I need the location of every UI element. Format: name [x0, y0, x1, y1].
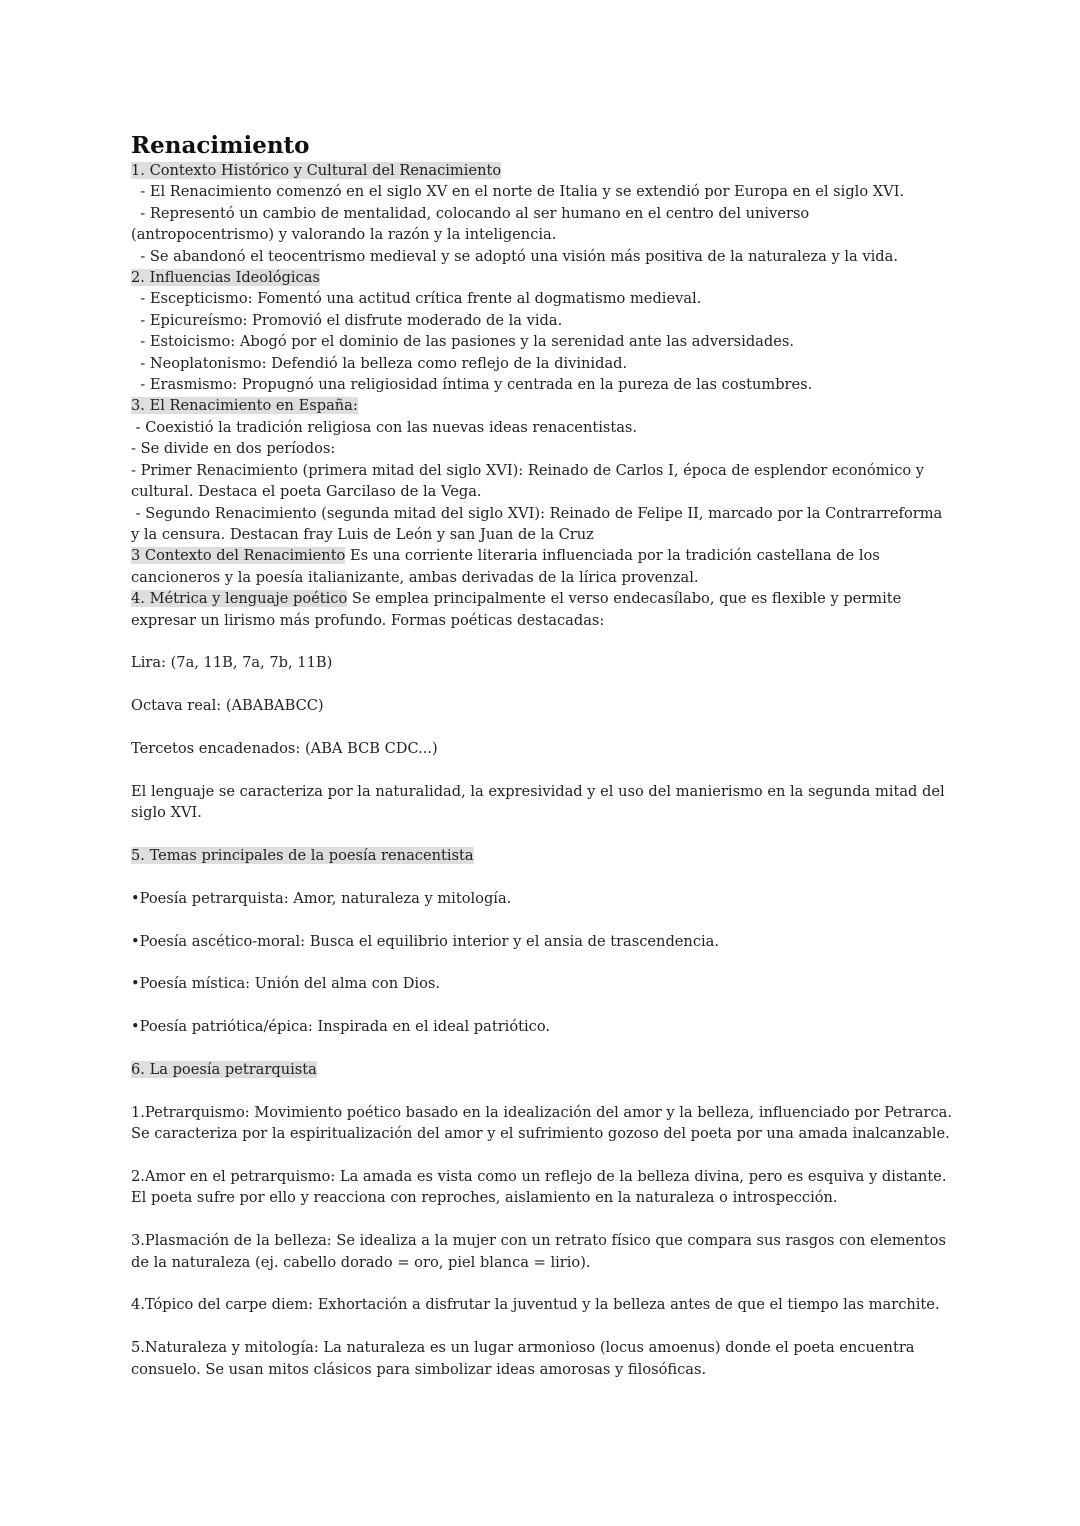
spacer	[131, 717, 953, 738]
spacer	[131, 1080, 953, 1101]
section-2-item: - Neoplatonismo: Defendió la belleza como reflejo de la divinidad.	[131, 354, 628, 372]
spacer	[131, 1145, 953, 1166]
section-5-heading-line	[131, 845, 953, 866]
section-3b-heading: 3 Contexto del Renacimiento	[131, 547, 346, 565]
section-4-text: Se emplea principalmente el verso endecasílabo, que es flexible y permite expresar un lirismo más profundo. Formas poéticas destacadas:	[131, 590, 906, 629]
spacer	[131, 631, 953, 652]
spacer	[131, 1273, 953, 1294]
section-2-item: - Erasmismo: Propugnó una religiosidad íntima y centrada en la pureza de las costumbres.	[131, 376, 813, 394]
spacer	[131, 759, 953, 780]
section-3-item: - Segundo Renacimiento (segunda mitad del siglo XVI): Reinado de Felipe II, marcado por la Contrarreforma y la censura. Destacan fray Luis de León y san Juan de la Cruz	[131, 504, 947, 543]
section-4-closing: El lenguaje se caracteriza por la naturalidad, la expresividad y el uso del manierismo en la segunda mitad del siglo XVI.	[131, 782, 950, 822]
petrarquismo-item: 5.Naturaleza y mitología: La naturaleza es un lugar armonioso (locus amoenus) donde el poeta encuentra consuelo. Se usan mitos clásicos para simbolizar ideas amorosas y filosóficas.	[131, 1339, 920, 1378]
poetic-form: Tercetos encadenados: (ABA BCB CDC...)	[131, 739, 438, 757]
section-2-item: - Estoicismo: Abogó por el dominio de las pasiones y la serenidad ante las adversidades.	[131, 333, 794, 351]
spacer	[131, 1316, 953, 1337]
section-3b-paragraph	[131, 545, 953, 588]
spacer	[131, 995, 953, 1016]
section-1-item: - Se abandonó el teocentrismo medieval y se adoptó una visión más positiva de la naturaleza y la vida.	[131, 247, 898, 265]
theme-item: •Poesía ascético-moral: Busca el equilibrio interior y el ansia de trascendencia.	[131, 932, 720, 950]
section-4-paragraph	[131, 588, 953, 631]
section-1-heading-line	[131, 160, 953, 181]
spacer	[131, 1038, 953, 1059]
theme-item: •Poesía patriótica/épica: Inspirada en el ideal patriótico.	[131, 1018, 550, 1036]
document-title: Renacimiento	[131, 132, 310, 159]
spacer	[131, 1209, 953, 1230]
document-page	[131, 132, 957, 1380]
spacer	[131, 866, 953, 887]
petrarquismo-item: 2.Amor en el petrarquismo: La amada es vista como un reflejo de la belleza divina, pero es esquiva y distante. El poeta sufre por ello y reacciona con reproches, aislamiento en la naturaleza o introspección.	[131, 1167, 952, 1207]
section-3b-text: Es una corriente literaria influenciada por la tradición castellana de los cancioneros y la poesía italianizante, ambas derivadas de la lírica provenzal.	[131, 547, 885, 586]
section-1-item: - Representó un cambio de mentalidad, colocando al ser humano en el centro del universo (antropocentrismo) y valorando la razón y la inteligencia.	[131, 204, 814, 244]
poetic-form: Lira: (7a, 11B, 7a, 7b, 11B)	[131, 654, 333, 672]
petrarquismo-item: 1.Petrarquismo: Movimiento poético basado en la idealización del amor y la belleza, influenciado por Petrarca. Se caracteriza por la espiritualización del amor y el sufrimiento gozoso del poeta por una amada inalcanzable.	[131, 1103, 957, 1143]
section-3-heading-line	[131, 395, 953, 416]
spacer	[131, 824, 953, 845]
theme-item: •Poesía mística: Unión del alma con Dios.	[131, 975, 441, 993]
section-2-item: - Escepticismo: Fomentó una actitud crítica frente al dogmatismo medieval.	[131, 290, 702, 308]
section-2-heading-line	[131, 267, 953, 288]
section-1-heading: 1. Contexto Histórico y Cultural del Renacimiento	[131, 162, 502, 179]
section-6-heading: 6. La poesía petrarquista	[131, 1060, 317, 1078]
spacer	[131, 952, 953, 973]
section-3-item: - Primer Renacimiento (primera mitad del siglo XVI): Reinado de Carlos I, época de esplendor económico y cultural. Destaca el poeta Garcilaso de la Vega.	[131, 461, 929, 501]
section-2-item: - Epicureísmo: Promovió el disfrute moderado de la vida.	[131, 311, 563, 329]
petrarquismo-item: 4.Tópico del carpe diem: Exhortación a disfrutar la juventud y la belleza antes de que el tiempo las marchite.	[131, 1296, 940, 1314]
spacer	[131, 674, 953, 695]
spacer	[131, 909, 953, 930]
section-5-heading: 5. Temas principales de la poesía renacentista	[131, 846, 474, 864]
theme-item: •Poesía petrarquista: Amor, naturaleza y mitología.	[131, 889, 512, 907]
section-3-item: - Coexistió la tradición religiosa con las nuevas ideas renacentistas.	[131, 418, 638, 436]
petrarquismo-item: 3.Plasmación de la belleza: Se idealiza a la mujer con un retrato físico que compara sus rasgos con elementos de la naturaleza (ej. cabello dorado = oro, piel blanca = lirio).	[131, 1232, 951, 1271]
section-6-heading-line	[131, 1059, 953, 1080]
section-2-heading: 2. Influencias Ideológicas	[131, 269, 320, 287]
section-3-item: - Se divide en dos períodos:	[131, 440, 336, 458]
section-1-item: - El Renacimiento comenzó en el siglo XV en el norte de Italia y se extendió por Europa en el siglo XVI.	[131, 183, 905, 201]
poetic-form: Octava real: (ABABABCC)	[131, 697, 324, 715]
section-4-heading: 4. Métrica y lenguaje poético	[131, 590, 348, 608]
section-3-heading: 3. El Renacimiento en España:	[131, 397, 358, 415]
